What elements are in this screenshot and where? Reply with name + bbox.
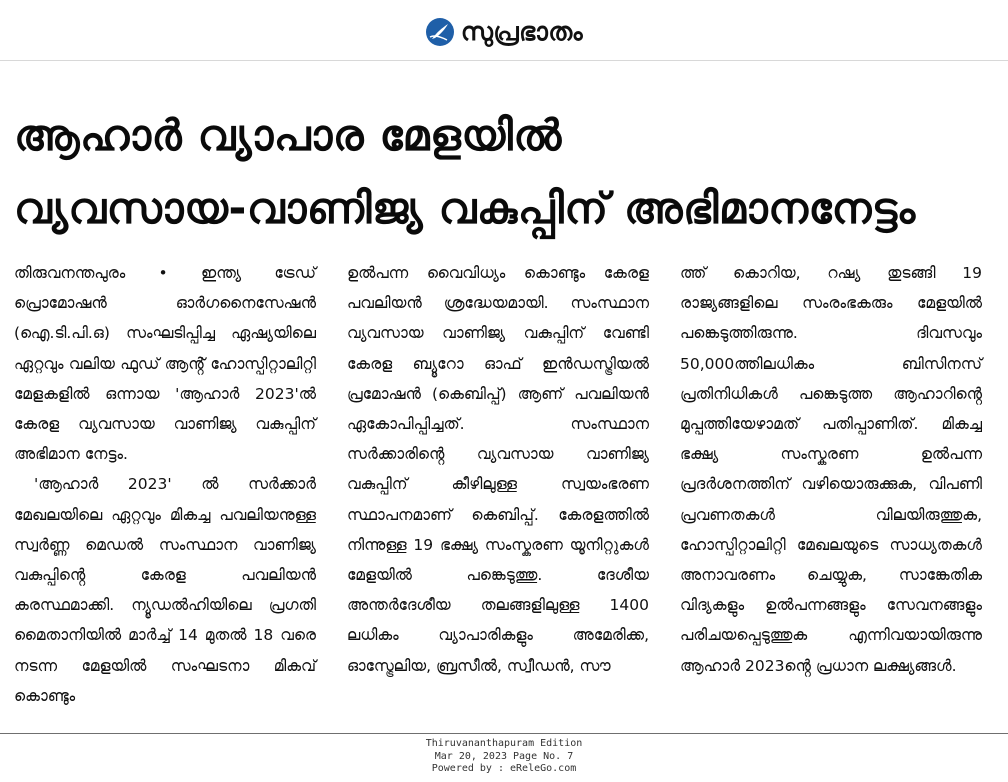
article-body: [14, 258, 994, 728]
article-column-3: [680, 258, 982, 681]
article-column-1: [14, 258, 316, 711]
article-column-2: [347, 258, 649, 681]
headline-line-1: ആഹാർ വ്യാപാര മേളയിൽ: [14, 111, 562, 161]
headline: [14, 100, 994, 246]
article-paragraph: തിരുവനന്തപുരം • ഇന്ത്യ ട്രേഡ് പ്രൊമോഷൻ ഓർഗനൈസേഷൻ (ഐ.ടി.പി.ഒ) സംഘടിപ്പിച്ച ഏഷ്യയിലെ ഏറ്റവും വലിയ ഫുഡ് ആൻ്റ് ഹോസ്പിറ്റാലിറ്റി മേളകളിൽ ഒന്നായ 'ആഹാർ 2023'ൽ കേരള വ്യവസായ വാണിജ്യ വകുപ്പിന് അഭിമാന നേട്ടം.: [14, 264, 316, 464]
masthead: [0, 6, 1008, 58]
article-paragraph: ഉൽപന്ന വൈവിധ്യം കൊണ്ടും കേരള പവലിയൻ ശ്രദ്ധേയമായി. സംസ്ഥാന വ്യവസായ വാണിജ്യ വകുപ്പിന് വേണ്ടി കേരള ബ്യൂറോ ഓഫ് ഇൻഡസ്ട്രിയൽ പ്രമോഷൻ (കെബിപ്പ്) ആണ് പവലിയൻ ഏകോപിപ്പിച്ചത്. സംസ്ഥാന സർക്കാരിൻ്റെ വ്യവസായ വാണിജ്യ വകുപ്പിന് കീഴിലുള്ള സ്വയംഭരണ സ്ഥാപനമാണ് കെബിപ്പ്. കേരളത്തിൽ നിന്നുള്ള 19 ഭക്ഷ്യ സംസ്കരണ യൂനിറ്റുകൾ മേളയിൽ പങ്കെടുത്തു. ദേശീയ അന്തർദേശീയ തലങ്ങളിലുള്ള 1400 ലധികം വ്യാപാരികളും അമേരിക്ക, ഓസ്ട്രേലിയ, ബ്രസീൽ, സ്വീഡൻ, സൗ: [347, 264, 649, 675]
edition-name: Thiruvananthapuram Edition: [425, 738, 583, 749]
footer-divider: [0, 733, 1008, 734]
edition-footer: [0, 738, 1008, 776]
quill-globe-logo-icon: [425, 17, 455, 47]
masthead-divider: [0, 60, 1008, 61]
powered-by: Powered by : eReleGo.com: [431, 763, 577, 774]
brand-name: സുപ്രഭാതം: [460, 17, 584, 46]
article-paragraph: 'ആഹാർ 2023' ൽ സർക്കാർ മേഖലയിലെ ഏറ്റവും മികച്ച പവലിയനുള്ള സ്വർണ്ണ മെഡൽ സംസ്ഥാന വാണിജ്യ വകുപ്പിൻ്റെ കേരള പവലിയൻ കരസ്ഥമാക്കി. ന്യൂഡൽഹിയിലെ പ്രഗതി മൈതാനിയിൽ മാർച്ച് 14 മുതൽ 18 വരെ നടന്ന മേളയിൽ സംഘടനാ മികവ് കൊണ്ടും: [14, 475, 316, 705]
edition-date-page: Mar 20, 2023 Page No. 7: [434, 750, 574, 762]
headline-line-2: വ്യവസായ-വാണിജ്യ വകുപ്പിന് അഭിമാനനേട്ടം: [14, 184, 916, 234]
article-paragraph: ത്ത് കൊറിയ, റഷ്യ തുടങ്ങി 19 രാജ്യങ്ങളിലെ സംരംഭകരും മേളയിൽ പങ്കെടുത്തിരുന്നു. ദിവസവും 50,000ത്തിലധികം ബിസിനസ് പ്രതിനിധികൾ പങ്കെടുത്ത ആഹാറിൻ്റെ മുപ്പത്തിയേഴാമത് പതിപ്പാണിത്. മികച്ച ഭക്ഷ്യ സംസ്കരണ ഉൽപന്ന പ്രദർശനത്തിന് വഴിയൊരുക്കുക, വിപണി പ്രവണതകൾ വിലയിരുത്തുക, ഹോസ്പിറ്റാലിറ്റി മേഖലയുടെ സാധ്യതകൾ അനാവരണം ചെയ്യുക, സാങ്കേതിക വിദ്യകളും ഉൽപന്നങ്ങളും സേവനങ്ങളും പരിചയപ്പെടുത്തുക എന്നിവയായിരുന്നു ആഹാർ 2023ൻ്റെ പ്രധാന ലക്ഷ്യങ്ങൾ.: [680, 264, 982, 675]
